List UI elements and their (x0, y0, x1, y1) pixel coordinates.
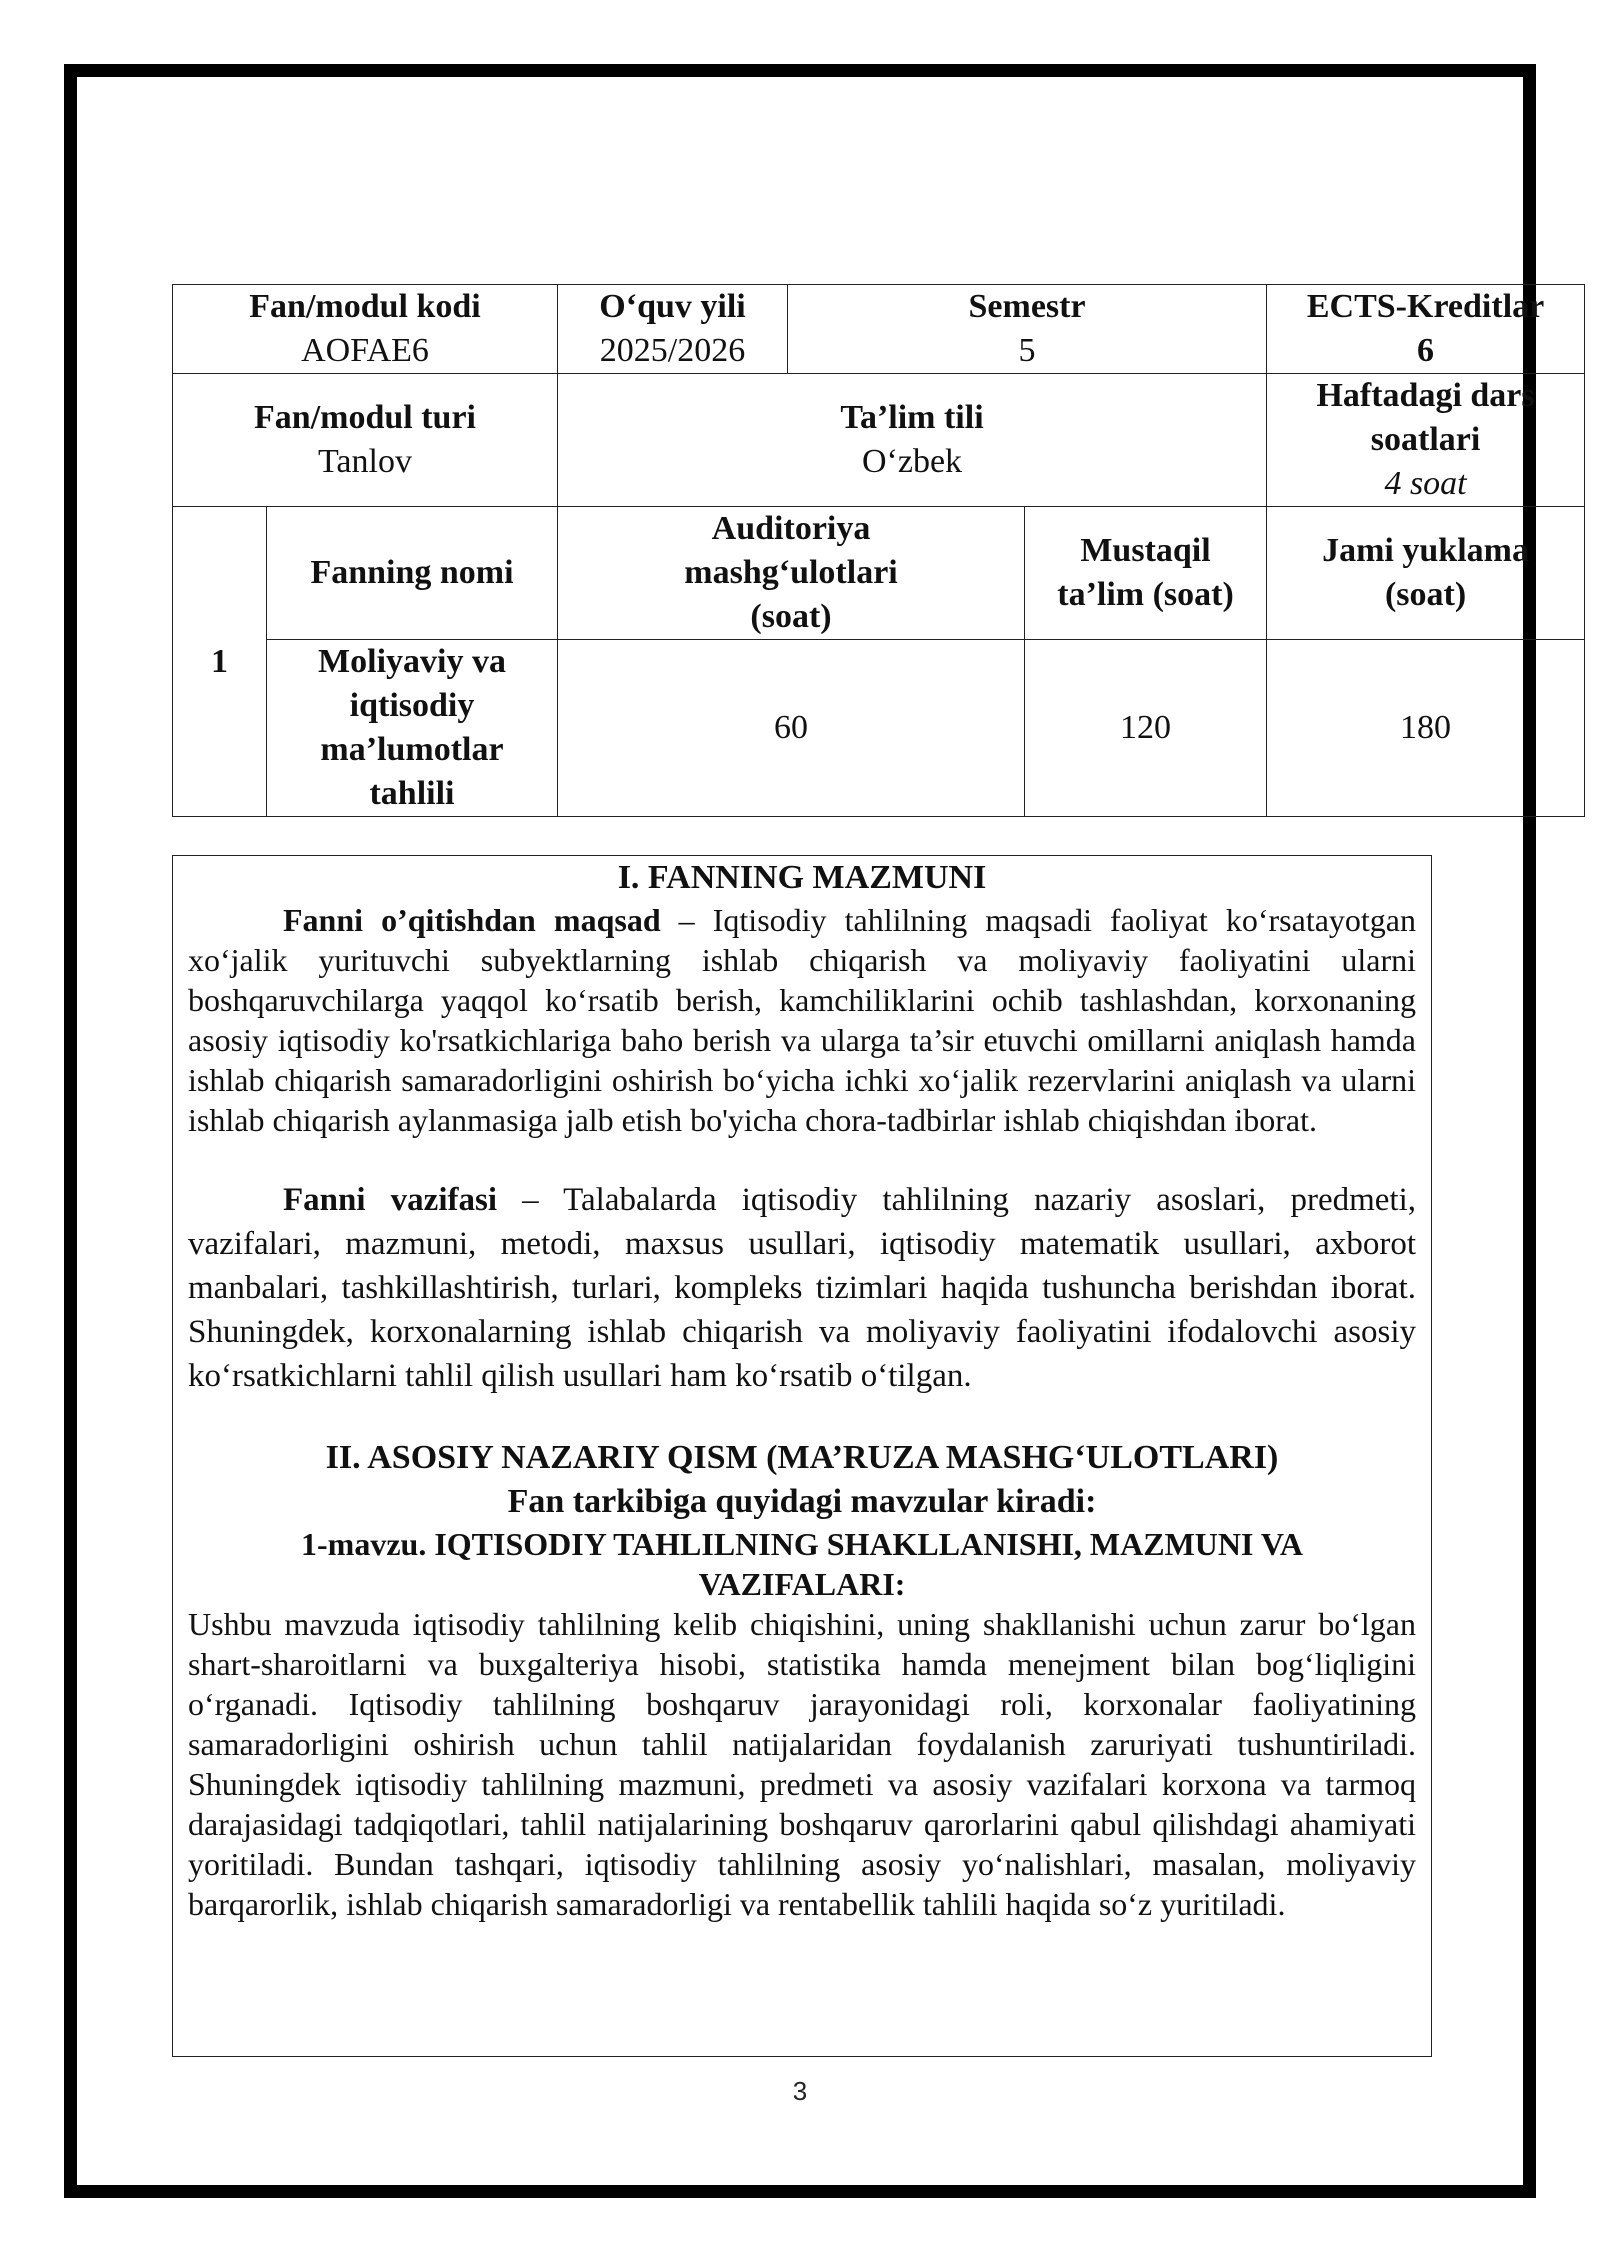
subject-name-header: Fanning nomi (310, 554, 514, 591)
module-code-header: Fan/modul kodi (249, 288, 481, 325)
auditorium-header-line1: Auditoriya (711, 510, 871, 547)
topic1-paragraph: Ushbu mavzuda iqtisodiy tahlilning kelib chiqishini, uning shakllanishi uchun zarur bo‘lgan shart-sharoitlarni va buxgalteriya hisobi, statistika hamda menejment bilan bog‘liqligini o‘rganadi. Iqtisodiy tahlilning boshqaruv jarayonidagi roli, korxonalar faoliyatining samaradorligini oshirish uchun tahlil natijalaridan foydalanish zaruriyati tushuntiriladi. Shuningdek iqtisodiy tahlilning mazmuni, predmeti va asosiy vazifalari korxona va tarmoq darajasidagi tadqiqotlari, tahlil natijalarining boshqaruv qarorlarini qabul qilishdagi ahamiyati yoritiladi. Bundan tashqari, iqtisodiy tahlilning asosiy yo‘nalishlari, masalan, moliyaviy barqarorlik, ishlab chiqarish samaradorligi va rentabellik tahlili haqida so‘z yuritiladi. (188, 1606, 1416, 1922)
tasks-text: – Talabalarda iqtisodiy tahlilning nazariy asoslari, predmeti, vazifalari, mazmuni, metodi, maxsus usullari, iqtisodiy matematik usullari, axborot manbalari, tashkillashtirish, turlari, kompleks tizimlari haqida tushuncha berishdan iborat. Shuningdek, korxonalarning ishlab chiqarish va moliyaviy faoliyatini ifodalovchi asosiy ko‘rsatkichlarni tahlil qilish usullari ham ko‘rsatib o‘tilgan. (188, 1182, 1416, 1394)
ects-value: 6 (1417, 332, 1435, 369)
section2-subtitle: Fan tarkibiga quyidagi mavzular kiradi: (507, 1483, 1097, 1520)
independent-hours: 120 (1120, 709, 1172, 746)
auditorium-header-cell (558, 507, 1025, 640)
table-row (173, 374, 1585, 507)
subject-name-line3: ma’lumotlar (320, 731, 504, 768)
independent-header-line1: Mustaqil (1080, 532, 1211, 569)
table-row (173, 640, 1585, 817)
semester-header: Semestr (968, 288, 1086, 325)
auditorium-hours-cell (558, 640, 1025, 817)
goal-lead: Fanni o’qitishdan maqsad (283, 902, 661, 938)
page-number: 3 (792, 2076, 808, 2106)
total-header-line2: (soat) (1384, 576, 1467, 613)
module-code-value: AOFAE6 (301, 332, 429, 369)
module-code-cell (173, 285, 558, 374)
course-info-table (172, 284, 1585, 817)
total-hours-cell (1267, 640, 1585, 817)
auditorium-hours: 60 (774, 709, 809, 746)
language-value: O‘zbek (862, 443, 963, 480)
section2-title: II. ASOSIY NAZARIY QISM (MA’RUZA MASHG‘ULOTLARI) (325, 1439, 1279, 1476)
content-box (172, 855, 1432, 2057)
module-type-value: Tanlov (318, 443, 412, 480)
tasks-paragraph (188, 1178, 1416, 1398)
academic-year-header: O‘quv yili (599, 288, 746, 325)
total-header-cell (1267, 507, 1585, 640)
ects-header: ECTS-Kreditlar (1306, 288, 1545, 325)
topic1-title: 1-mavzu. IQTISODIY TAHLILNING SHAKLLANISHI, MAZMUNI VA VAZIFALARI: (301, 1526, 1303, 1602)
subject-name-line2: iqtisodiy (349, 687, 475, 724)
section1-title: I. FANNING MAZMUNI (617, 859, 987, 896)
weekly-hours-cell (1267, 374, 1585, 507)
module-type-cell (173, 374, 558, 507)
table-row (173, 285, 1585, 374)
semester-value: 5 (1018, 332, 1036, 369)
academic-year-value: 2025/2026 (599, 332, 746, 369)
row-number: 1 (211, 642, 228, 680)
academic-year-cell (558, 285, 788, 374)
weekly-hours-header-line2: soatlari (1370, 421, 1481, 458)
language-cell (558, 374, 1267, 507)
goal-paragraph (188, 900, 1416, 1140)
semester-cell (788, 285, 1267, 374)
subject-name-line4: tahlili (369, 775, 455, 812)
independent-hours-cell (1025, 640, 1267, 817)
goal-text: – Iqtisodiy tahlilning maqsadi faoliyat ko‘rsatayotgan xo‘jalik yurituvchi subyektlarning ishlab chiqarish va moliyaviy faoliyatini ularni boshqaruvchilarga yaqqol ko‘rsatib berish, kamchiliklarini ochib tashlashdan, korxonaning asosiy iqtisodiy ko'rsatkichlariga baho berish va ularga ta’sir etuvchi omillarni aniqlash hamda ishlab chiqarish samaradorligini oshirish bo‘yicha ichki xo‘jalik rezervlarini aniqlash va ularni ishlab chiqarish aylanmasiga jalb etish bo'yicha chora-tadbirlar ishlab chiqishdan iborat. (188, 902, 1416, 1138)
subject-name-cell (267, 640, 558, 817)
weekly-hours-header-line1: Haftadagi dars (1316, 377, 1535, 414)
independent-header-cell (1025, 507, 1267, 640)
language-header: Ta’lim tili (840, 399, 984, 436)
auditorium-header-line2: mashg‘ulotlari (684, 554, 898, 591)
weekly-hours-value: 4 soat (1384, 465, 1467, 502)
independent-header-line2: ta’lim (soat) (1057, 576, 1234, 613)
auditorium-header-line3: (soat) (750, 598, 832, 635)
subject-name-header-cell (267, 507, 558, 640)
total-hours: 180 (1400, 709, 1452, 746)
ects-cell (1267, 285, 1585, 374)
table-row (173, 507, 1585, 640)
row-number-cell (173, 507, 267, 817)
subject-name-line1: Moliyaviy va (318, 643, 506, 680)
module-type-header: Fan/modul turi (254, 399, 476, 436)
total-header-line1: Jami yuklama (1322, 532, 1529, 569)
tasks-lead: Fanni vazifasi (283, 1182, 497, 1218)
